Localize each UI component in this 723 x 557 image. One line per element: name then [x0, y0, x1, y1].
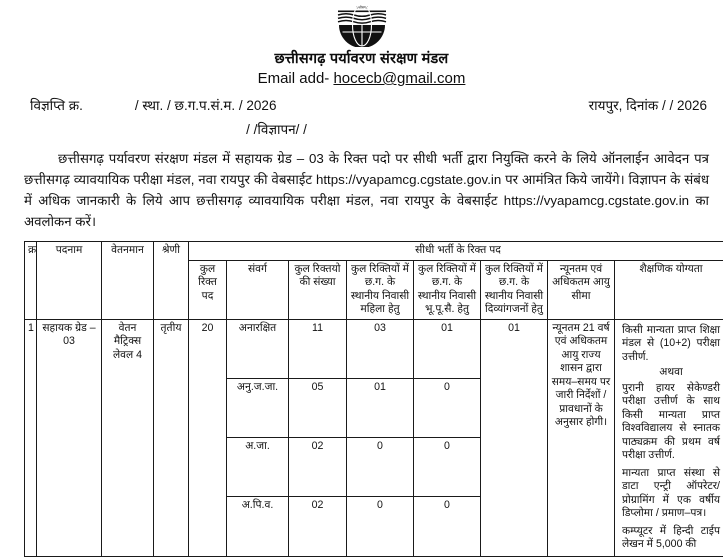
cell-cadre-count: 02 — [289, 496, 347, 556]
cell-cadre: अ.पि.व. — [227, 496, 289, 556]
place-date: रायपुर, दिनांक / / 2026 — [589, 96, 707, 114]
vacancy-table — [24, 241, 723, 557]
th-total-vacant: कुल रिक्त पद — [189, 260, 227, 319]
advertisement-mark: / /विज्ञापन/ / — [0, 120, 723, 138]
email-address: hocecb@gmail.com — [333, 70, 465, 87]
th-ex-servicemen-local: कुल रिक्तियों में छ.ग. के स्थानीय निवासी भू.पू.सै. हेतु — [414, 260, 481, 319]
qualification-part-4: कम्प्यूटर में हिन्दी टाईप लेखन में 5,000 की — [618, 523, 723, 554]
cell-ex-servicemen: 0 — [414, 496, 481, 556]
th-group-direct-recruitment: सीधी भर्ती के रिक्त पद — [189, 242, 723, 261]
cell-post-name: सहायक ग्रेड – 03 — [37, 319, 102, 556]
svg-text:छत्तीसगढ़: छत्तीसगढ़ — [356, 5, 368, 10]
cell-sno: 1 — [25, 319, 37, 556]
vacancy-table-container — [24, 241, 711, 557]
table-row — [25, 319, 723, 378]
qualification-part-1: किसी मान्यता प्राप्त शिक्षा मंडल से (10+2) परीक्षा उत्तीर्ण. — [618, 322, 723, 367]
th-post-name: पदनाम — [37, 242, 102, 320]
cell-cadre: अ.जा. — [227, 437, 289, 496]
cell-cadre: अनारक्षित — [227, 319, 289, 378]
cell-ex-servicemen: 0 — [414, 378, 481, 437]
notice-number-label: विज्ञप्ति क्र. — [30, 96, 83, 114]
cell-cadre-count: 05 — [289, 378, 347, 437]
vacancy-table-body — [25, 319, 723, 556]
cell-age-limit: न्यूनतम 21 वर्ष एवं अधिकतम आयु राज्य शासन द्वारा समय–समय पर जारी निर्देशों / प्रावधानों के अनुसार होगी। — [548, 319, 615, 556]
cell-female: 0 — [347, 437, 414, 496]
reference-row — [0, 96, 723, 114]
intro-paragraph: छत्तीसगढ़ पर्यावरण संरक्षण मंडल में सहायक ग्रेड – 03 के रिक्त पदो पर सीधी भर्ती द्वारा नियुक्ति करने के लिये ऑनलाईन आवेदन पत्र छत्तीसगढ़ व्यावयायिक परीक्षा मंडल, नवा रायपुर की वेबसाईट https://vyapamcg.cgstate.gov.in पर आमंत्रित किये जायेंगे। विज्ञापन के संबंध में अधिक जानकारी के लिये आप छत्तीसगढ़ व्यावयायिक परीक्षा मंडल, नवा रायपुर के वेबसाईट https://vyapamcg.cgstate.gov.in का अवलोकन करें। — [24, 148, 709, 232]
cell-cadre-count: 02 — [289, 437, 347, 496]
document-header — [0, 0, 723, 87]
th-class: श्रेणी — [154, 242, 189, 320]
th-pay-scale: वेतनमान — [102, 242, 154, 320]
cell-disabled-total: 01 — [481, 319, 548, 556]
th-total-vacancies-count: कुल रिक्तयो की संख्या — [289, 260, 347, 319]
th-female-local: कुल रिक्तियों में छ.ग. के स्थानीय निवासी महिला हेतु — [347, 260, 414, 319]
cell-ex-servicemen: 01 — [414, 319, 481, 378]
cell-total-vacant: 20 — [189, 319, 227, 556]
organization-name: छत्तीसगढ़ पर्यावरण संरक्षण मंडल — [0, 48, 723, 68]
cell-female: 01 — [347, 378, 414, 437]
qualification-part-2: पुरानी हायर सेकेण्डरी परीक्षा उत्तीर्ण के साथ किसी मान्यता प्राप्त विश्वविद्यालय से स्नातक पाठ्यक्रम की प्रथम वर्ष परीक्षा उत्तीर्ण. — [618, 380, 723, 465]
table-header-row-1 — [25, 242, 723, 261]
cell-female: 0 — [347, 496, 414, 556]
cell-cadre-count: 11 — [289, 319, 347, 378]
cell-cadre: अनु.ज.जा. — [227, 378, 289, 437]
cell-ex-servicemen: 0 — [414, 437, 481, 496]
email-label: Email add- — [258, 70, 330, 87]
notice-number-block — [30, 96, 276, 114]
cell-qualification — [615, 319, 723, 556]
th-disabled-local: कुल रिक्तियों में छ.ग. के स्थानीय निवासी दिव्यांगजनों हेतु — [481, 260, 548, 319]
th-qualification: शैक्षणिक योग्यता — [615, 260, 723, 319]
qualification-or: अथवा — [618, 366, 723, 380]
cg-environment-board-emblem-icon — [326, 3, 398, 47]
notice-number-value: / स्था. / छ.ग.प.सं.म. / 2026 — [135, 96, 277, 114]
th-sno: क्र — [25, 242, 37, 320]
cell-class: तृतीय — [154, 319, 189, 556]
qualification-part-3: मान्यता प्राप्त संस्था से डाटा एन्ट्री ऑपरेटर/ प्रोग्रामिंग में एक वर्षीय डिप्लोमा / प्रमाण–पत्र। — [618, 465, 723, 523]
th-cadre: संवर्ग — [227, 260, 289, 319]
cell-pay-scale: वेतन मैट्रिक्स लेवल 4 — [102, 319, 154, 556]
vacancy-table-head — [25, 242, 723, 320]
cell-female: 03 — [347, 319, 414, 378]
th-age-limit: न्यूनतम एवं अधिकतम आयु सीमा — [548, 260, 615, 319]
emblem-container — [0, 3, 723, 47]
email-line — [0, 70, 723, 87]
